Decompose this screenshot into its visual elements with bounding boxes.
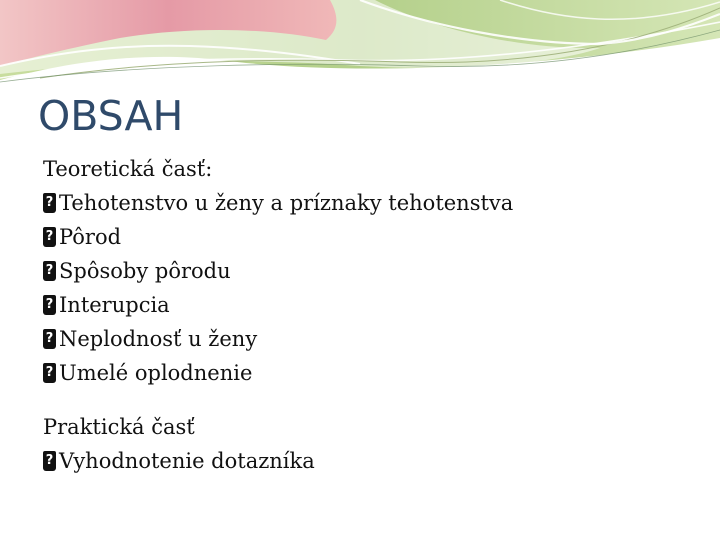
theory-heading: Teoretická časť: xyxy=(43,157,213,181)
list-item-text: Spôsoby pôrodu xyxy=(59,259,231,283)
list-item xyxy=(43,254,703,288)
replacement-character-icon xyxy=(43,227,56,247)
practice-heading: Praktická časť xyxy=(43,415,195,439)
replacement-character-icon xyxy=(43,193,56,213)
replacement-character-icon xyxy=(43,451,56,471)
list-item-text: Neplodnosť u ženy xyxy=(59,327,258,351)
list-item xyxy=(43,322,703,356)
list-item-text: Tehotenstvo u ženy a príznaky tehotenstva xyxy=(59,191,514,215)
decorative-banner xyxy=(0,0,720,90)
replacement-character-icon xyxy=(43,295,56,315)
section-gap xyxy=(43,390,703,410)
slide-body xyxy=(43,152,703,478)
slide-title: OBSAH xyxy=(38,92,184,140)
list-item xyxy=(43,288,703,322)
list-item xyxy=(43,220,703,254)
list-item xyxy=(43,186,703,220)
list-item-text: Pôrod xyxy=(59,225,122,249)
replacement-character-icon xyxy=(43,261,56,281)
list-item xyxy=(43,444,703,478)
list-item-text: Umelé oplodnenie xyxy=(59,361,253,385)
replacement-character-icon xyxy=(43,329,56,349)
replacement-character-icon xyxy=(43,363,56,383)
list-item xyxy=(43,356,703,390)
list-item-text: Vyhodnotenie dotazníka xyxy=(59,449,315,473)
list-item-text: Interupcia xyxy=(59,293,170,317)
